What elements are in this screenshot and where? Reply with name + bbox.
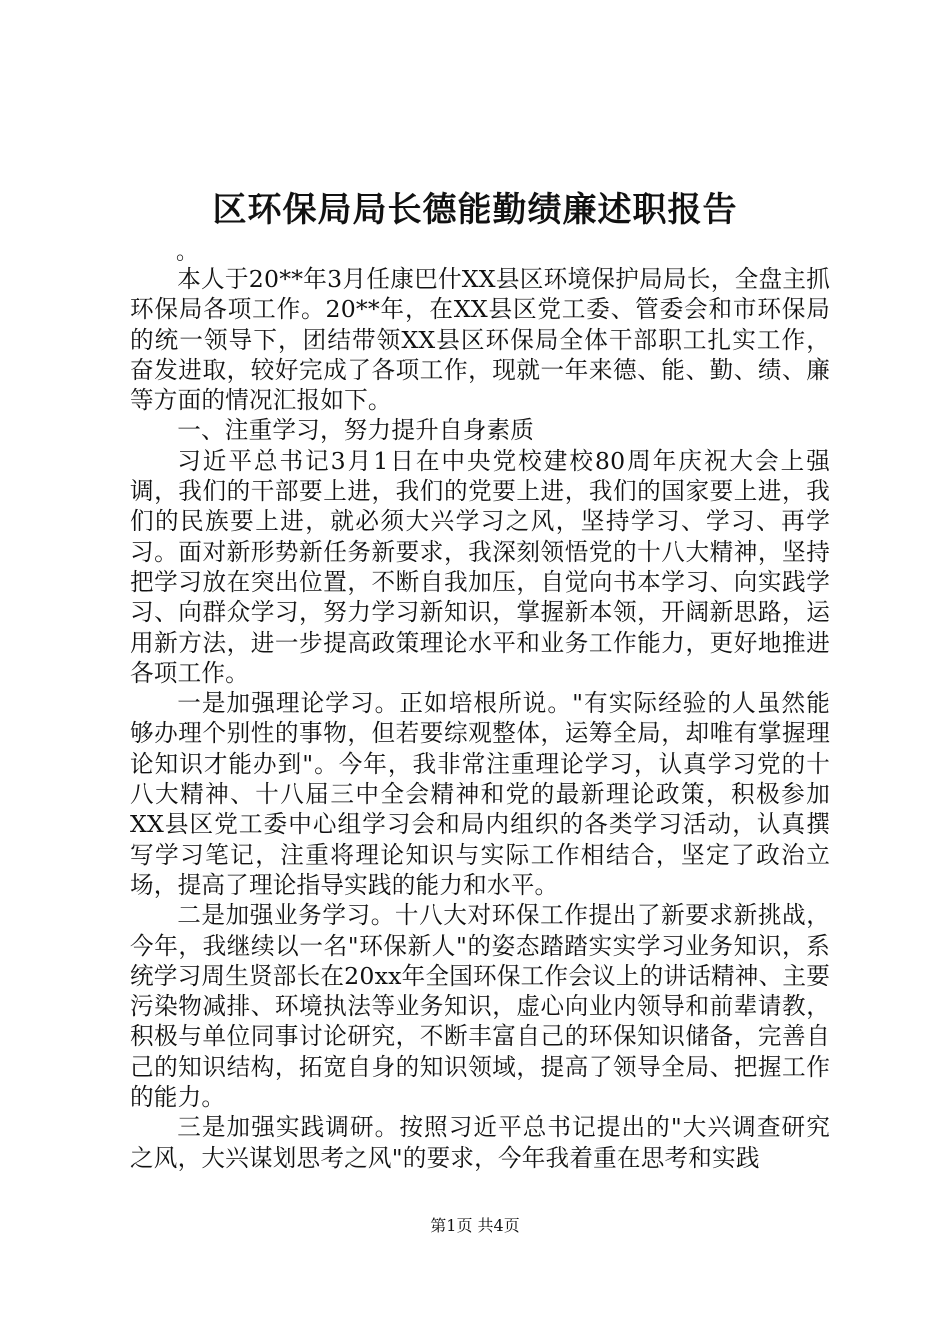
- paragraph-practice: 三是加强实践调研。按照习近平总书记提出的"大兴调查研究之风，大兴谋划思考之风"的要求，今年我着重在思考和实践: [130, 1113, 830, 1172]
- paragraph-business: 二是加强业务学习。十八大对环保工作提出了新要求新挑战，今年，我继续以一名"环保新人"的姿态踏踏实实学习业务知识，系统学习周生贤部长在20xx年全国环保工作会议上的讲话精神、主要污染物减排、环境执法等业务知识，虚心向业内领导和前辈请教，积极与单位同事讨论研究，不断丰富自己的环保知识储备，完善自己的知识结构，拓宽自身的知识领域，提高了领导全局、把握工作的能力。: [130, 901, 830, 1112]
- circle-mark: 。: [176, 240, 199, 265]
- paragraph-intro: 本人于20**年3月任康巴什XX县区环境保护局局长，全盘主抓环保局各项工作。20**年，在XX县区党工委、管委会和市环保局的统一领导下，团结带领XX县区环保局全体干部职工扎实工作，奋发进取，较好完成了各项工作，现就一年来德、能、勤、绩、廉等方面的情况汇报如下。: [130, 265, 830, 415]
- document-body: [130, 264, 830, 1173]
- paragraph-study: 习近平总书记3月1日在中央党校建校80周年庆祝大会上强调，我们的干部要上进，我们的党要上进，我们的国家要上进，我们的民族要上进，就必须大兴学习之风，坚持学习、学习、再学习。面对新形势新任务新要求，我深刻领悟党的十八大精神，坚持把学习放在突出位置，不断自我加压，自觉向书本学习、向实践学习、向群众学习，努力学习新知识，掌握新本领，开阔新思路，运用新方法，进一步提高政策理论水平和业务工作能力，更好地推进各项工作。: [130, 446, 830, 687]
- section-heading-1: 一、注重学习，努力提升自身素质: [177, 416, 535, 445]
- page-footer: 第1页 共4页: [430, 1216, 520, 1235]
- paragraph-theory: 一是加强理论学习。正如培根所说。"有实际经验的人虽然能够办理个别性的事物，但若要综观整体，运筹全局，却唯有掌握理论知识才能办到"。今年，我非常注重理论学习，认真学习党的十八大精神、十八届三中全会精神和党的最新理论政策，积极参加XX县区党工委中心组学习会和局内组织的各类学习活动，认真撰写学习笔记，注重将理论知识与实际工作相结合，坚定了政治立场，提高了理论指导实践的能力和水平。: [130, 689, 830, 899]
- document-title: 区环保局局长德能勤绩廉述职报告: [212, 190, 738, 230]
